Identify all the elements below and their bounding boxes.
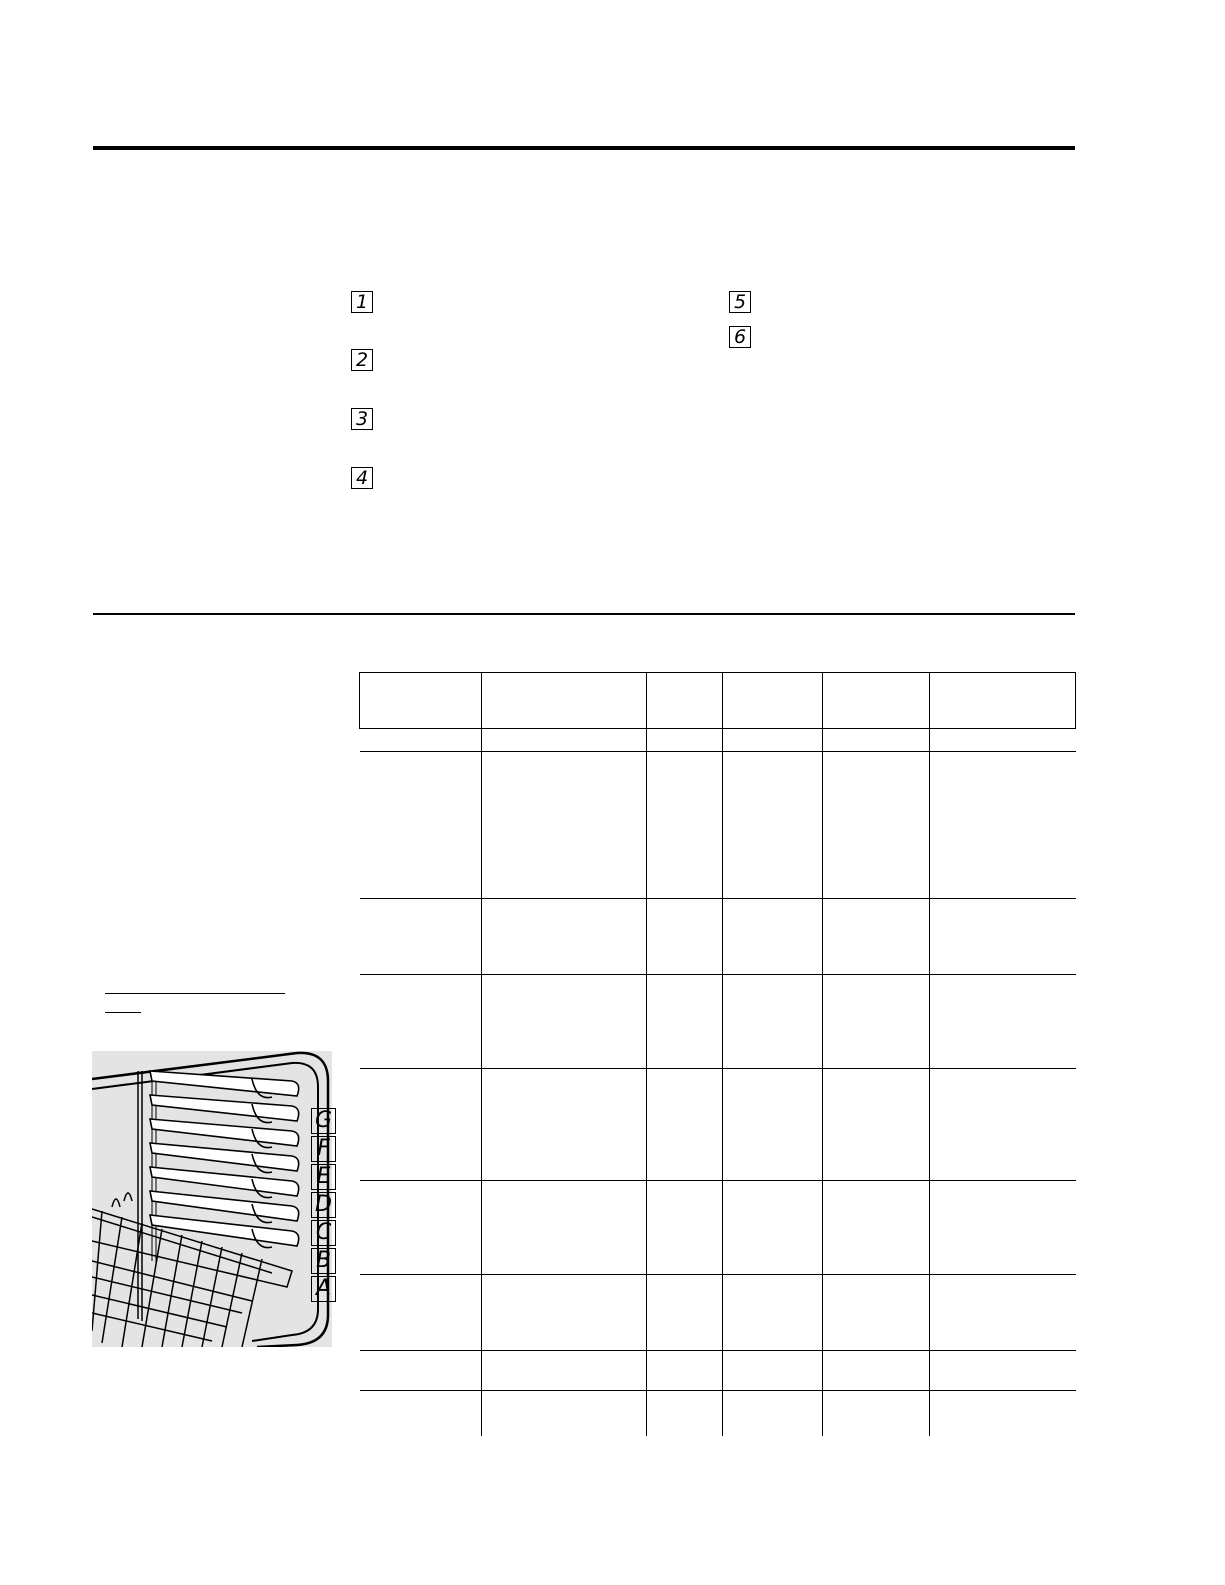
table-cell [647,1069,723,1181]
table-cell [647,752,723,899]
table-cell [482,1391,647,1436]
step-number: 4 [355,467,369,489]
table-cell [823,1391,930,1436]
cooking-table [359,672,1076,1436]
table-header-row [360,673,1076,729]
table-cell [823,1069,930,1181]
table-cell [360,1351,482,1391]
rack-position-label: G [314,1108,333,1133]
table-row [360,1391,1076,1436]
table-row [360,899,1076,975]
table-cell [360,975,482,1069]
oven-rack-diagram [92,1051,332,1347]
table-cell [823,729,930,752]
step-number: 3 [355,408,369,430]
section-divider-rule [93,613,1075,615]
step-number: 2 [355,349,369,371]
table-cell [482,1351,647,1391]
table-cell [723,899,823,975]
table-row [360,975,1076,1069]
table-cell [930,1275,1076,1351]
note-underline-short [105,1012,141,1013]
table-cell [930,1351,1076,1391]
table-cell [360,899,482,975]
table-cell [930,899,1076,975]
step-number: 1 [355,291,369,313]
table-cell [823,1181,930,1275]
table-row [360,729,1076,752]
table-header-cell [823,673,930,729]
table-cell [482,1069,647,1181]
table-cell [823,1351,930,1391]
table-cell [647,1351,723,1391]
step-marker-2 [351,349,373,371]
table-cell [723,1391,823,1436]
table-row [360,1351,1076,1391]
rack-position-label: D [315,1192,332,1217]
table-cell [482,1181,647,1275]
table-cell [723,1275,823,1351]
table-cell [647,1275,723,1351]
table-row [360,1275,1076,1351]
table-cell [360,729,482,752]
rack-position-f [311,1136,336,1162]
table-cell [360,752,482,899]
table-cell [723,1181,823,1275]
table-cell [360,1391,482,1436]
top-section-rule [93,146,1075,150]
table-cell [823,975,930,1069]
table-cell [723,1351,823,1391]
table-cell [930,752,1076,899]
step-marker-5 [729,291,751,313]
rack-position-label: E [316,1164,331,1189]
table-cell [930,1181,1076,1275]
table-cell [647,1181,723,1275]
table-cell [482,729,647,752]
step-marker-4 [351,467,373,489]
table-cell [482,752,647,899]
table-cell [823,899,930,975]
table-cell [930,975,1076,1069]
table-cell [930,1069,1076,1181]
table-header-cell [930,673,1076,729]
table-header-cell [482,673,647,729]
table-cell [647,729,723,752]
note-underline-long [105,993,285,994]
table-cell [482,975,647,1069]
table-header-cell [360,673,482,729]
step-marker-6 [729,326,751,348]
table-cell [647,899,723,975]
rack-position-label: B [315,1248,332,1273]
table-cell [647,975,723,1069]
rack-position-a [311,1276,336,1302]
rack-position-c [311,1220,336,1246]
table-cell [823,752,930,899]
rack-position-e [311,1164,336,1190]
table-cell [930,729,1076,752]
step-number: 6 [733,326,747,348]
step-marker-3 [351,408,373,430]
table-cell [823,1275,930,1351]
rack-position-label: A [315,1276,332,1301]
rack-position-g [311,1108,336,1134]
table-row [360,1181,1076,1275]
table-cell [360,1181,482,1275]
table-cell [723,975,823,1069]
table-cell [930,1391,1076,1436]
rack-position-b [311,1248,336,1274]
table-cell [723,729,823,752]
table-header-cell [647,673,723,729]
table-cell [723,1069,823,1181]
table-row [360,1069,1076,1181]
table-cell [647,1391,723,1436]
table-row [360,752,1076,899]
table-cell [360,1275,482,1351]
step-number: 5 [733,291,747,313]
rack-position-label: F [317,1136,330,1161]
table-cell [482,1275,647,1351]
table-header-cell [723,673,823,729]
table-cell [482,899,647,975]
table-cell [360,1069,482,1181]
step-marker-1 [351,291,373,313]
table-cell [723,752,823,899]
rack-position-d [311,1192,336,1218]
rack-position-label: C [315,1220,332,1245]
